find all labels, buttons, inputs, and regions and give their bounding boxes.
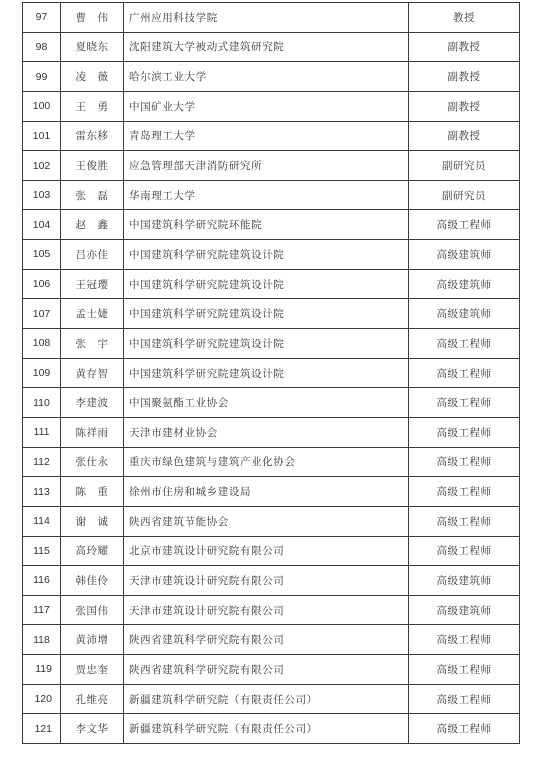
organization: 中国建筑科学研究院环能院	[124, 210, 409, 240]
table-row	[23, 595, 520, 625]
table-row	[23, 358, 520, 388]
professional-title: 高级建筑师	[409, 595, 520, 625]
table-row	[23, 180, 520, 210]
organization: 中国建筑科学研究院建筑设计院	[124, 329, 409, 359]
row-number: 102	[23, 151, 61, 181]
row-number: 117	[23, 595, 61, 625]
organization: 中国建筑科学研究院建筑设计院	[124, 240, 409, 270]
organization: 中国矿业大学	[124, 91, 409, 121]
person-name: 雷东移	[61, 121, 124, 151]
table-row	[23, 240, 520, 270]
table-row	[23, 3, 520, 33]
organization: 北京市建筑设计研究院有限公司	[124, 536, 409, 566]
organization: 徐州市住房和城乡建设局	[124, 477, 409, 507]
professional-title: 高级建筑师	[409, 269, 520, 299]
table-row	[23, 329, 520, 359]
table-row	[23, 151, 520, 181]
person-name: 张仕永	[61, 447, 124, 477]
professional-title: 高级工程师	[409, 714, 520, 744]
organization: 天津市建筑设计研究院有限公司	[124, 566, 409, 596]
table-row	[23, 447, 520, 477]
person-name: 陈祥雨	[61, 417, 124, 447]
professional-title: 副研究员	[409, 180, 520, 210]
person-name: 孟士婕	[61, 299, 124, 329]
table-row	[23, 62, 520, 92]
professional-title: 高级工程师	[409, 684, 520, 714]
organization: 陕西省建筑科学研究院有限公司	[124, 655, 409, 685]
organization: 沈阳建筑大学被动式建筑研究院	[124, 32, 409, 62]
table-row	[23, 477, 520, 507]
organization: 中国建筑科学研究院建筑设计院	[124, 269, 409, 299]
person-name: 赵 鑫	[61, 210, 124, 240]
professional-title: 高级建筑师	[409, 240, 520, 270]
row-number: 119	[23, 655, 61, 685]
professional-title: 高级工程师	[409, 536, 520, 566]
table-row	[23, 32, 520, 62]
row-number: 120	[23, 684, 61, 714]
organization: 重庆市绿色建筑与建筑产业化协会	[124, 447, 409, 477]
roster-body	[23, 3, 520, 744]
person-name: 夏晓东	[61, 32, 124, 62]
organization: 中国建筑科学研究院建筑设计院	[124, 299, 409, 329]
organization: 哈尔滨工业大学	[124, 62, 409, 92]
professional-title: 副研究员	[409, 151, 520, 181]
person-name: 高玲耀	[61, 536, 124, 566]
table-row	[23, 684, 520, 714]
person-name: 张国伟	[61, 595, 124, 625]
person-name: 王冠璎	[61, 269, 124, 299]
professional-title: 高级工程师	[409, 506, 520, 536]
professional-title: 高级工程师	[409, 655, 520, 685]
organization: 华南理工大学	[124, 180, 409, 210]
person-name: 韩佳伶	[61, 566, 124, 596]
person-name: 孔维亮	[61, 684, 124, 714]
professional-title: 高级工程师	[409, 477, 520, 507]
professional-title: 高级工程师	[409, 625, 520, 655]
person-name: 李文华	[61, 714, 124, 744]
organization: 新疆建筑科学研究院（有限责任公司）	[124, 714, 409, 744]
organization: 天津市建材业协会	[124, 417, 409, 447]
professional-title: 高级工程师	[409, 447, 520, 477]
row-number: 99	[23, 62, 61, 92]
table-row	[23, 91, 520, 121]
table-row	[23, 625, 520, 655]
table-row	[23, 655, 520, 685]
row-number: 98	[23, 32, 61, 62]
row-number: 113	[23, 477, 61, 507]
organization: 青岛理工大学	[124, 121, 409, 151]
person-name: 王 勇	[61, 91, 124, 121]
row-number: 112	[23, 447, 61, 477]
professional-title: 高级工程师	[409, 417, 520, 447]
organization: 应急管理部天津消防研究所	[124, 151, 409, 181]
row-number: 110	[23, 388, 61, 418]
table-row	[23, 566, 520, 596]
table-row	[23, 269, 520, 299]
row-number: 108	[23, 329, 61, 359]
table-row	[23, 714, 520, 744]
person-name: 谢 诚	[61, 506, 124, 536]
person-name: 黄沛增	[61, 625, 124, 655]
person-name: 曹 伟	[61, 3, 124, 33]
row-number: 97	[23, 3, 61, 33]
person-name: 李建波	[61, 388, 124, 418]
professional-title: 高级工程师	[409, 358, 520, 388]
row-number: 107	[23, 299, 61, 329]
person-name: 凌 薇	[61, 62, 124, 92]
professional-title: 副教授	[409, 121, 520, 151]
person-name: 黄存智	[61, 358, 124, 388]
professional-title: 高级工程师	[409, 388, 520, 418]
row-number: 101	[23, 121, 61, 151]
person-name: 王俊胜	[61, 151, 124, 181]
row-number: 103	[23, 180, 61, 210]
organization: 中国聚氨酯工业协会	[124, 388, 409, 418]
professional-title: 教授	[409, 3, 520, 33]
row-number: 114	[23, 506, 61, 536]
row-number: 116	[23, 566, 61, 596]
row-number: 104	[23, 210, 61, 240]
table-row	[23, 299, 520, 329]
person-name: 张 宇	[61, 329, 124, 359]
professional-title: 高级工程师	[409, 329, 520, 359]
professional-title: 高级工程师	[409, 210, 520, 240]
row-number: 118	[23, 625, 61, 655]
professional-title: 副教授	[409, 62, 520, 92]
organization: 新疆建筑科学研究院（有限责任公司）	[124, 684, 409, 714]
row-number: 109	[23, 358, 61, 388]
person-name: 吕亦佳	[61, 240, 124, 270]
table-row	[23, 506, 520, 536]
professional-title: 副教授	[409, 91, 520, 121]
row-number: 106	[23, 269, 61, 299]
organization: 陕西省建筑节能协会	[124, 506, 409, 536]
row-number: 111	[23, 417, 61, 447]
table-row	[23, 417, 520, 447]
organization: 陕西省建筑科学研究院有限公司	[124, 625, 409, 655]
person-name: 张 磊	[61, 180, 124, 210]
table-row	[23, 121, 520, 151]
professional-title: 高级建筑师	[409, 299, 520, 329]
person-name: 贾忠奎	[61, 655, 124, 685]
professional-title: 副教授	[409, 32, 520, 62]
table-row	[23, 210, 520, 240]
row-number: 115	[23, 536, 61, 566]
professional-title: 高级建筑师	[409, 566, 520, 596]
row-number: 100	[23, 91, 61, 121]
row-number: 105	[23, 240, 61, 270]
expert-roster-table	[22, 2, 520, 744]
organization: 广州应用科技学院	[124, 3, 409, 33]
person-name: 陈 重	[61, 477, 124, 507]
table-row	[23, 388, 520, 418]
table-row	[23, 536, 520, 566]
organization: 中国建筑科学研究院建筑设计院	[124, 358, 409, 388]
row-number: 121	[23, 714, 61, 744]
organization: 天津市建筑设计研究院有限公司	[124, 595, 409, 625]
